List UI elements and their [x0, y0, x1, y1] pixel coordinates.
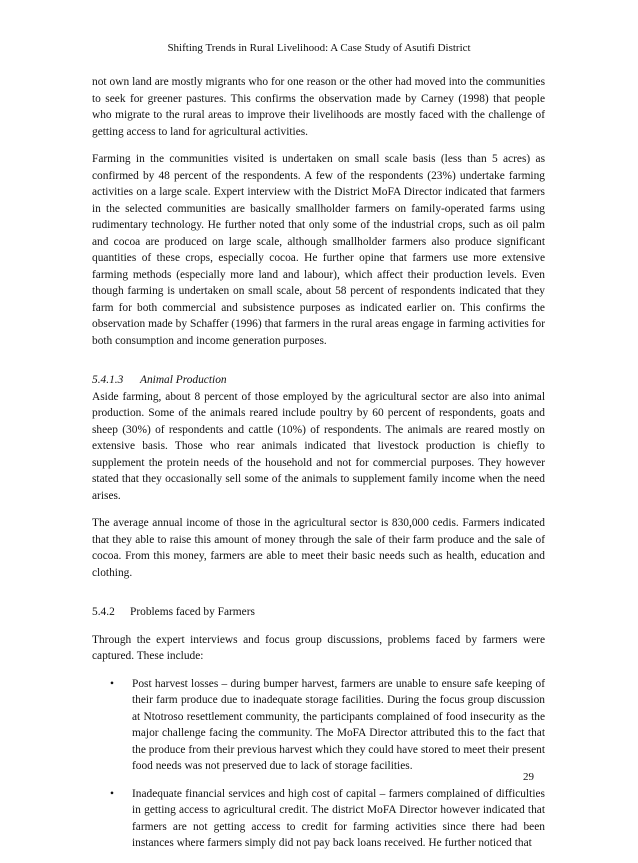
section-title: Problems faced by Farmers — [130, 606, 255, 618]
paragraph-land-access: not own land are mostly migrants who for one reason or the other had moved into the communities to seek for greener pastures. This confirms the observation made by Carney (1998) that people who migrate to the rural areas to improve their livelihoods are mostly faced with the challenge of getting access to land for agricultural activities. — [92, 76, 545, 138]
bullet-icon: • — [110, 787, 114, 800]
section-number: 5.4.1.3 — [92, 374, 124, 386]
section-heading-animal-production — [92, 372, 545, 389]
list-item-text: Inadequate financial services and high cost of capital – farmers complained of difficulties in getting access to agricultural credit. The district MoFA Director however indicated that farmers are not getting access to credit for farming activities since there had been instances where farmers simply did not pay back loans received. He further noticed that — [132, 787, 545, 849]
paragraph-farming-scale: Farming in the communities visited is undertaken on small scale basis (less than 5 acres) as confirmed by 48 percent of the respondents. A few of the respondents (23%) undertake farming activities on a large scale. Expert interview with the District MoFA Director indicated that farmers in the selected communities are basically smallholder farmers on family-operated farms using rudimentary technology. He further noted that only some of the industrial crops, such as oil palm and cocoa are produced on large scale, although smallholder farmers also produce significant quantities of these crops, especially cocoa. He further opine that farmers use more extensive farming methods (especially more land and labour), which affect their production levels. Even though farming is undertaken on small scale, about 58 percent of respondents indicated that they farm for both commercial and subsistence purposes as indicated earlier on. This confirms the observation made by Schaffer (1996) that farmers in the rural areas engage in farming activities for both consumption and income generation purposes. — [92, 153, 545, 347]
problems-list — [92, 676, 545, 852]
paragraph-average-income: The average annual income of those in the agricultural sector is 830,000 cedis. Farmers indicated that they able to raise this amount of money through the sale of their farm produce and the sale of cocoa. From this money, farmers are able to meet their basic needs such as health, education and clothing. — [92, 517, 545, 579]
bullet-icon: • — [110, 677, 114, 690]
section-heading-problems — [92, 604, 545, 621]
running-header: Shifting Trends in Rural Livelihood: A Case Study of Asutifi District — [167, 42, 471, 54]
page-body — [92, 74, 545, 863]
section-number: 5.4.2 — [92, 606, 115, 618]
list-item — [92, 676, 545, 775]
page-number: 29 — [523, 771, 534, 783]
paragraph-animal-production: Aside farming, about 8 percent of those employed by the agricultural sector are also into animal production. Some of the animals reared include poultry by 60 percent of respondents, goats and sheep (30%) of respondents and cattle (10%) of respondents. The animals are reared mostly on extensive basis. Those who rear animals indicated that livestock production is chiefly to supplement the protein needs of the household and not for commercial purposes. They however stated that they occasionally sell some of the animals to supplement family income when the need arises. — [92, 390, 545, 502]
paragraph-problems-intro: Through the expert interviews and focus group discussions, problems faced by farmers were captured. These include: — [92, 633, 545, 662]
section-title: Animal Production — [140, 374, 227, 386]
list-item — [92, 786, 545, 852]
list-item-text: Post harvest losses – during bumper harvest, farmers are unable to ensure safe keeping of their farm produce due to inadequate storage facilities. During the focus group discussion at Ntotroso resettlement community, the participants complained of food insecurity as the major challenge facing the community. The MoFA Director attributed this to the fact that the produce from their previous harvest which they could have stored to meet their present food needs was not preserved due to lack of storage facilities. — [132, 677, 545, 772]
